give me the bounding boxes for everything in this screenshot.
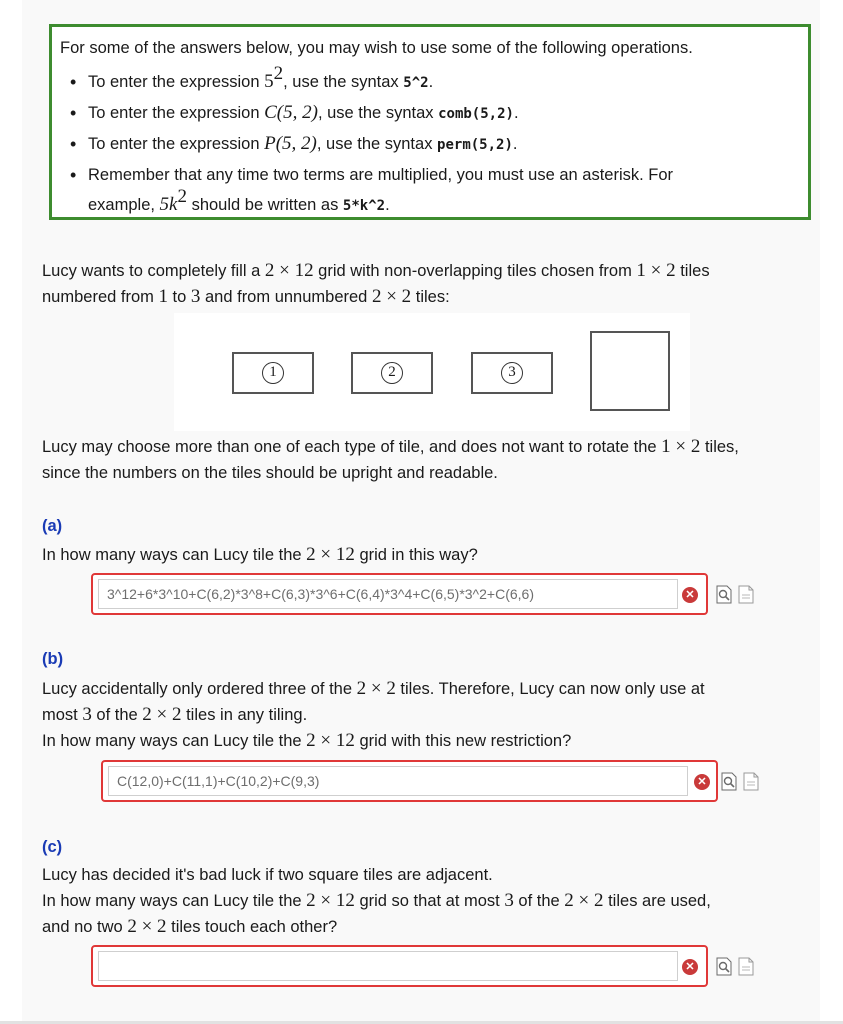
syntax-code: 5^2 <box>403 75 429 91</box>
part-a-question: In how many ways can Lucy tile the 2 × 12 grid in this way? <box>42 544 478 565</box>
part-a-label: (a) <box>42 517 63 535</box>
tile-number: 3 <box>501 362 523 384</box>
part-b-answer-box <box>101 760 718 802</box>
part-a-answer-input[interactable] <box>98 579 678 609</box>
document-icon[interactable] <box>743 772 759 791</box>
x-circle-icon: ✕ <box>682 587 698 603</box>
tile-1x2-two <box>351 352 433 394</box>
document-icon[interactable] <box>738 957 754 976</box>
part-c-answer-box <box>91 945 708 987</box>
problem-rules: Lucy may choose more than one of each type of tile, and does not want to rotate the 1 × 2 tiles, since the numbers on the tiles should be upright and readable. <box>42 436 739 482</box>
part-b-label: (b) <box>42 650 64 668</box>
tile-1x2-one <box>232 352 314 394</box>
part-c-text: Lucy has decided it's bad luck if two square tiles are adjacent. In how many ways can Lucy tile the 2 × 12 grid so that at most 3 of the 2 × 2 tiles are used, and no two 2 × 2 tiles touch each other? <box>42 866 711 937</box>
preview-icon[interactable] <box>716 957 732 976</box>
part-b-text: Lucy accidentally only ordered three of the 2 × 2 tiles. Therefore, Lucy can now only use at most 3 of the 2 × 2 tiles in any tiling. In how many ways can Lucy tile the 2 × 12 grid with this new restriction? <box>42 678 705 751</box>
help-item-power: • To enter the expression $5^2$, use the syntax 5^2. <box>88 67 788 98</box>
document-icon[interactable] <box>738 585 754 604</box>
x-circle-icon: ✕ <box>694 774 710 790</box>
help-item-perm: • To enter the expression P(5, 2), use the syntax perm(5,2). <box>88 129 788 160</box>
syntax-code: comb(5,2) <box>438 106 514 122</box>
preview-icon[interactable] <box>721 772 737 791</box>
tile-number: 2 <box>381 362 403 384</box>
syntax-code: perm(5,2) <box>437 137 513 153</box>
part-b-answer-input[interactable] <box>108 766 688 796</box>
part-c-answer-input[interactable] <box>98 951 678 981</box>
help-list <box>88 63 788 221</box>
part-c-label: (c) <box>42 838 63 856</box>
preview-icon[interactable] <box>716 585 732 604</box>
syntax-help-box <box>49 24 811 220</box>
part-a-answer-box <box>91 573 708 615</box>
help-item-comb: • To enter the expression C(5, 2), use the syntax comb(5,2). <box>88 98 788 129</box>
syntax-code: 5*k^2 <box>342 198 386 214</box>
tile-2x2-square <box>590 331 670 411</box>
tile-number: 1 <box>262 362 284 384</box>
problem-intro: Lucy wants to completely fill a 2 × 12 grid with non-overlapping tiles chosen from 1 × 2 tiles numbered from 1 to 3 and from unnumbered 2 × 2 tiles: <box>42 260 710 307</box>
tile-1x2-three <box>471 352 553 394</box>
help-intro: For some of the answers below, you may wish to use some of the following operations. <box>60 39 693 57</box>
tiles-figure <box>174 313 690 431</box>
help-item-asterisk: • Remember that any time two terms are multiplied, you must use an asterisk. For example, $5k^2$ should be written as 5*k^2. <box>88 160 788 221</box>
x-circle-icon: ✕ <box>682 959 698 975</box>
